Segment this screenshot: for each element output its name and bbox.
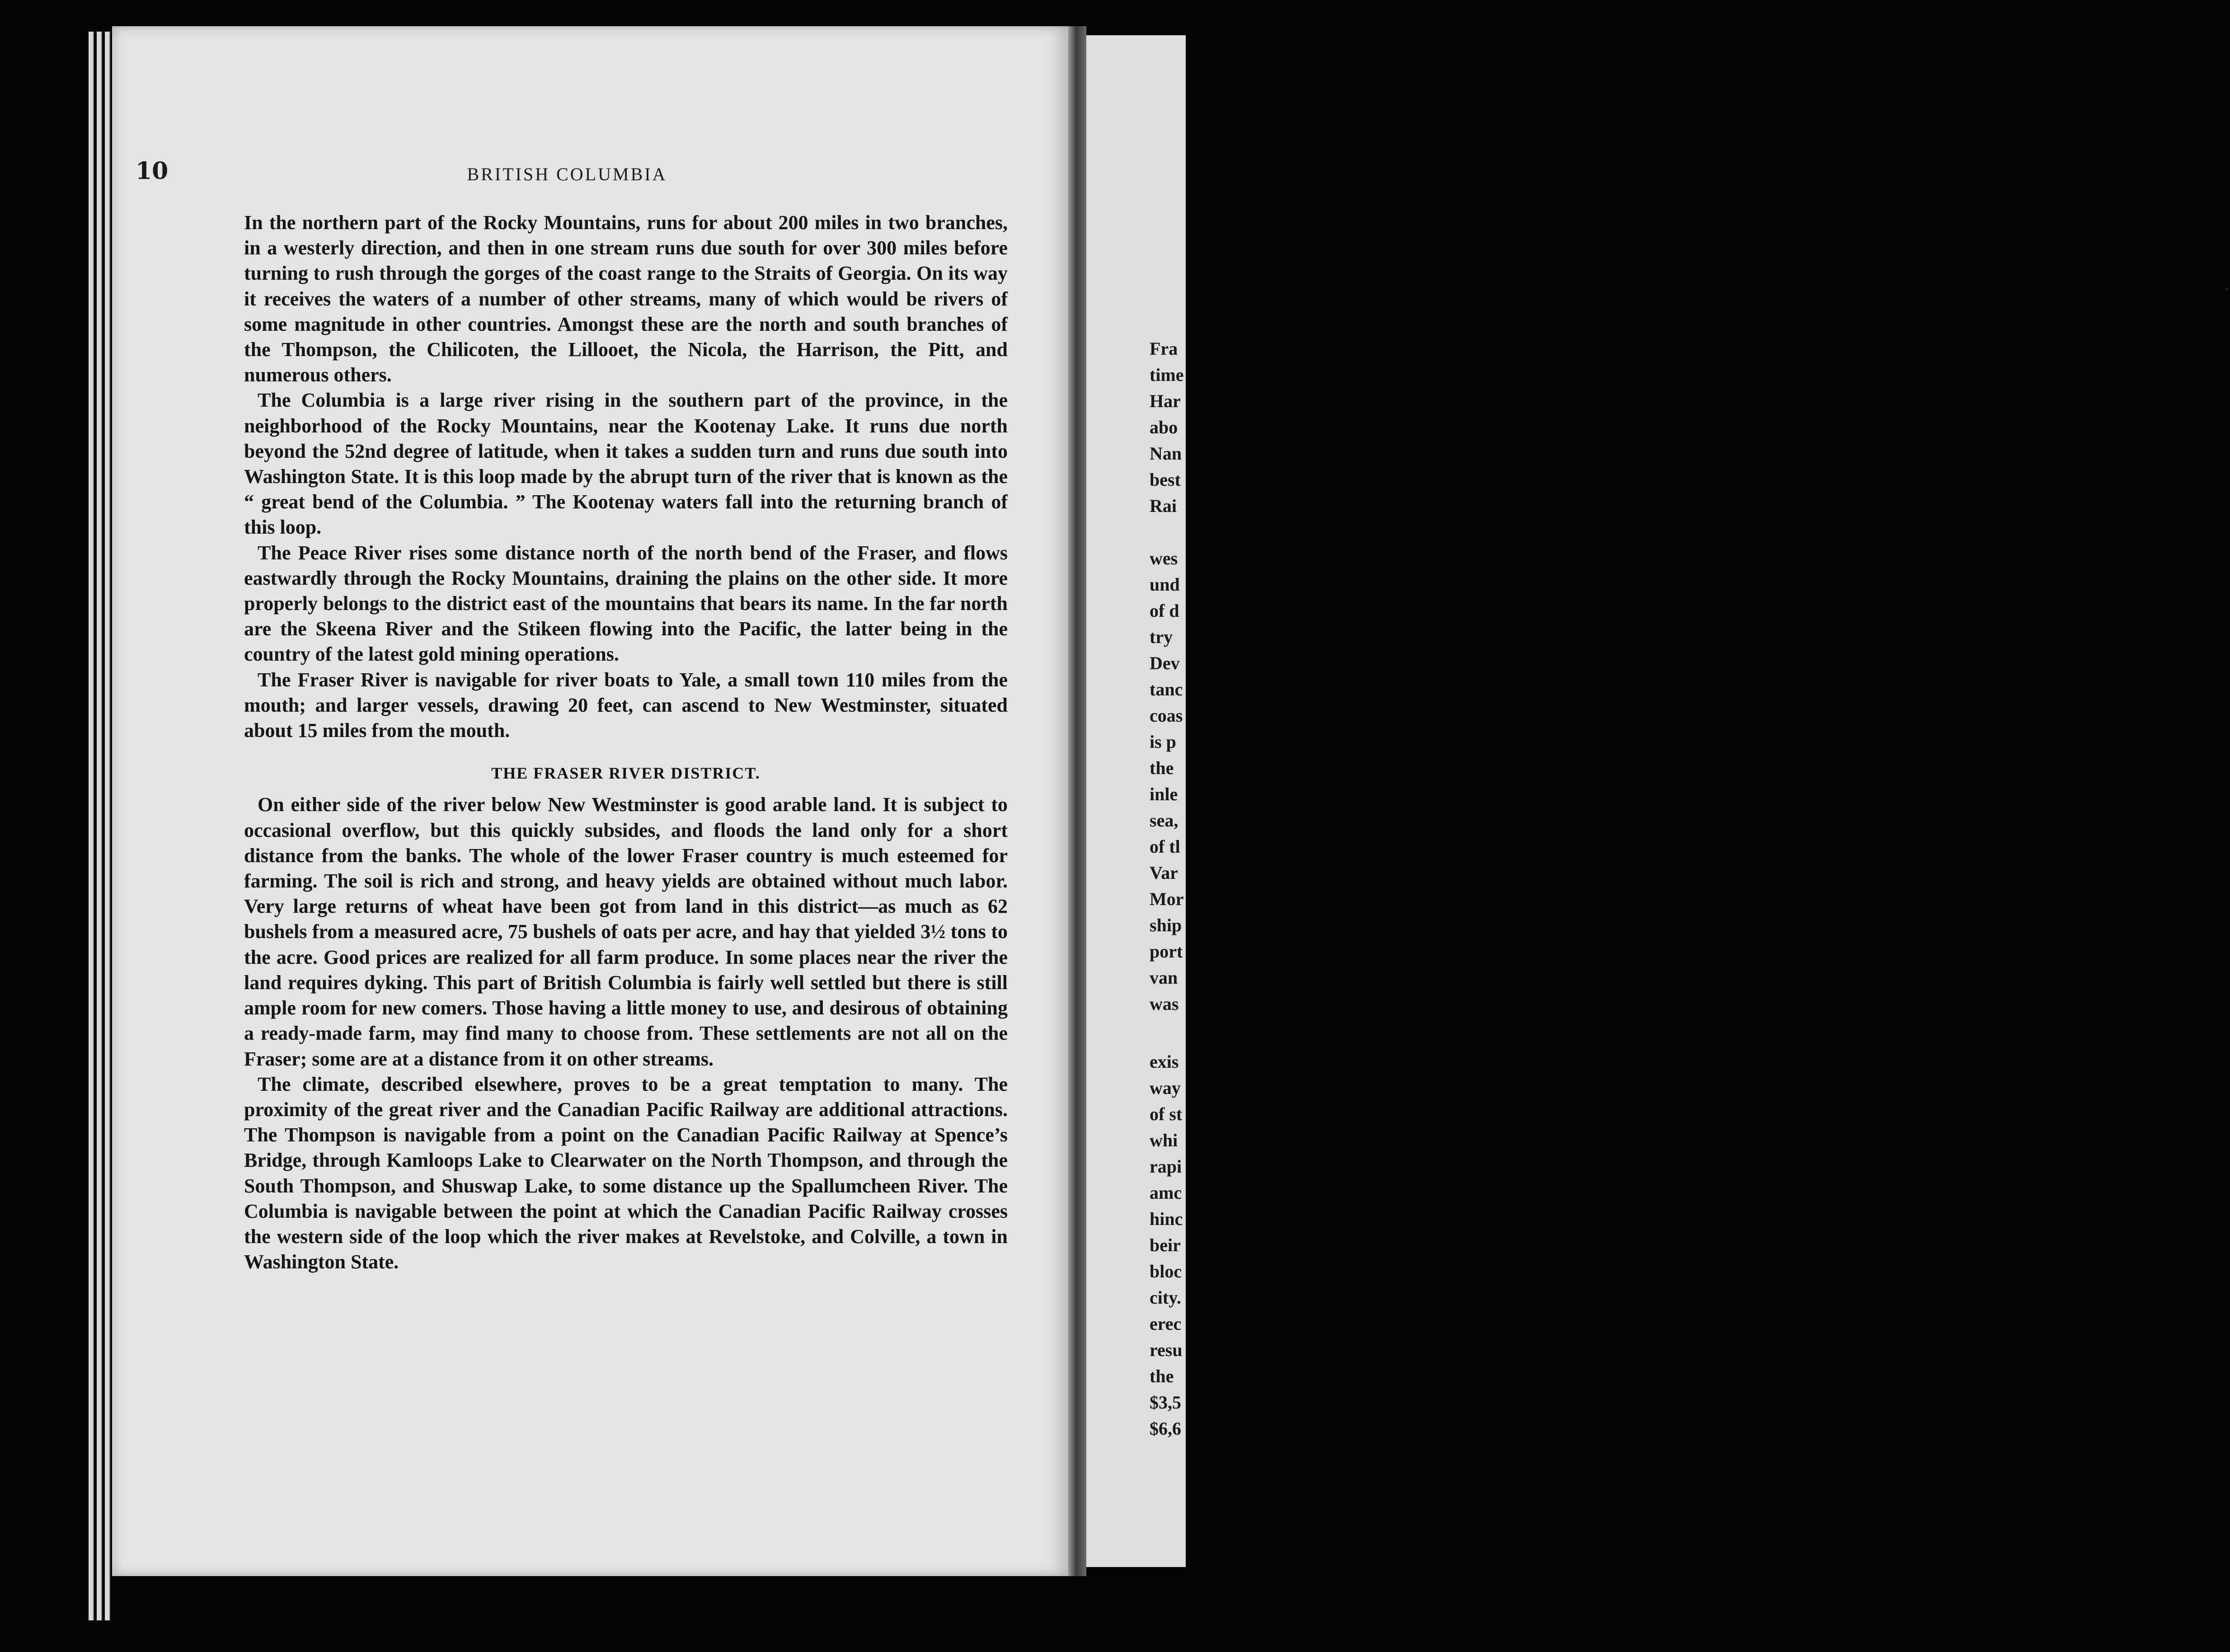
text-fragment: $6,6 [1150,1418,1181,1439]
page-stack-edge [105,32,110,1620]
text-fragment: exis [1150,1051,1179,1072]
text-fragment: inle [1150,784,1178,804]
text-fragment: abo [1150,417,1178,437]
text-fragment: way [1150,1078,1181,1098]
text-fragment: coas [1150,705,1183,726]
text-fragment: Var [1150,863,1178,883]
paragraph: The Columbia is a large river rising in the southern part of the province, in the neighborhood of the Rocky Mountains, near the Kootenay Lake. It runs due north beyond the 52nd degree of latitude, when it takes a sudden turn and runs due south into Washington State. It is this loop made by the abrupt turn of the river that is known as the “ great bend of the Columbia. ” The Kootenay waters fall into the returning branch of this loop. [244,389,1008,539]
text-fragment: try [1150,627,1173,647]
paragraph: In the northern part of the Rocky Mountains, runs for about 200 miles in two branches, in a westerly direction, and then in one stream runs due south for over 300 miles before turning to rush through the gorges of the coast range to the Straits of Georgia. On its way it receives the waters of a number of other streams, many of which would be rivers of some magnitude in other countries. Amongst these are the north and south branches of the Thompson, the Chilicoten, the Lillooet, the Nicola, the Harrison, the Pitt, and numerous others. [244,211,1008,386]
text-fragment: whi [1150,1130,1178,1150]
paragraph: The climate, described elsewhere, proves to be a great temptation to many. The proximity of the great river and the Canadian Pacific Railway are additional attractions. The Thompson is navigable from a point on the Canadian Pacific Railway at Spence’s Bridge, through Kamloops Lake to Clearwater on the North Thompson, and through the South Thompson, and Shuswap Lake, to some distance up the Spallumcheen River. The Columbia is navigable between the point at which the Canadian Pacific Railway crosses the western side of the loop which the river makes at Revelstoke, and Colville, a town in Washington State. [244,1073,1008,1273]
text-fragment: wes [1150,548,1178,568]
text-fragment: ship [1150,915,1182,935]
text-fragment: sea, [1150,810,1178,831]
text-fragment: rapi [1150,1156,1182,1177]
text-fragment: Dev [1150,653,1180,673]
text-fragment: time [1150,365,1184,385]
page-number: 10 [136,157,169,185]
running-head: BRITISH COLUMBIA [467,164,667,184]
text-fragment: amc [1150,1183,1182,1203]
page-stack-edge [97,32,102,1620]
text-fragment: of st [1150,1104,1183,1124]
text-fragment: the [1150,1366,1174,1386]
right-page-edge [1086,35,2230,1567]
text-fragment: resu [1150,1340,1183,1360]
text-fragment: Rai [1150,496,1177,516]
text-fragment: hinc [1150,1209,1183,1229]
paragraph: The Fraser River is navigable for river boats to Yale, a small town 110 miles from the mouth; and larger vessels, drawing 20 feet, can ascend to New Westminster, situated about 15 miles from the mouth. [244,668,1008,742]
text-fragment: is p [1150,732,1176,752]
page-stack-edge [89,32,94,1620]
text-fragment: of tl [1150,836,1180,857]
section-heading: THE FRASER RIVER DISTRICT. [491,764,761,783]
text-fragment: best [1150,469,1181,490]
text-fragment: van [1150,967,1178,988]
paragraph: The Peace River rises some distance north of the north bend of the Fraser, and flows eastwardly through the Rocky Mountains, draining the plains on the other side. It more properly belongs to the district east of the mountains that bears its name. In the far north are the Skeena River and the Stikeen flowing into the Pacific, the latter being in the country of the latest gold mining operations. [244,541,1008,666]
text-fragment: tanc [1150,679,1183,699]
text-fragment: beir [1150,1235,1181,1255]
text-fragment: Fra [1150,338,1178,359]
text-fragment: port [1150,941,1183,962]
text-fragment: bloc [1150,1261,1182,1281]
text-fragment: $3,5 [1150,1392,1181,1413]
text-fragment: city. [1150,1287,1181,1308]
ink-speck: · [2224,279,2230,300]
text-fragment: Nan [1150,443,1182,464]
text-fragment: Mor [1150,889,1184,909]
text-fragment: und [1150,574,1180,595]
page-header [136,157,999,193]
book-gutter [1068,26,1086,1576]
text-fragment: of d [1150,601,1179,621]
text-fragment: the [1150,758,1174,778]
text-fragment: erec [1150,1314,1182,1334]
paragraph: On either side of the river below New Westminster is good arable land. It is subject to occasional overflow, but this quickly subsides, and floods the land only for a short distance from the banks. The whole of the lower Fraser country is much esteemed for farming. The soil is rich and strong, and heavy yields are obtained without much labor. Very large returns of wheat have been got from land in this district—as much as 62 bushels from a measured acre, 75 bushels of oats per acre, and hay that yielded 3½ tons to the acre. Good prices are realized for all farm produce. In some places near the river the land requires dyking. This part of British Columbia is fairly well settled but there is still ample room for new comers. Those having a little money to use, and desirous of obtaining a ready-made farm, may find many to choose from. These settlements are not all on the Fraser; some are at a distance from it on other streams. [244,793,1008,1070]
text-fragment: Har [1150,391,1181,411]
text-fragment: was [1150,994,1179,1014]
page-body [244,210,1008,1275]
